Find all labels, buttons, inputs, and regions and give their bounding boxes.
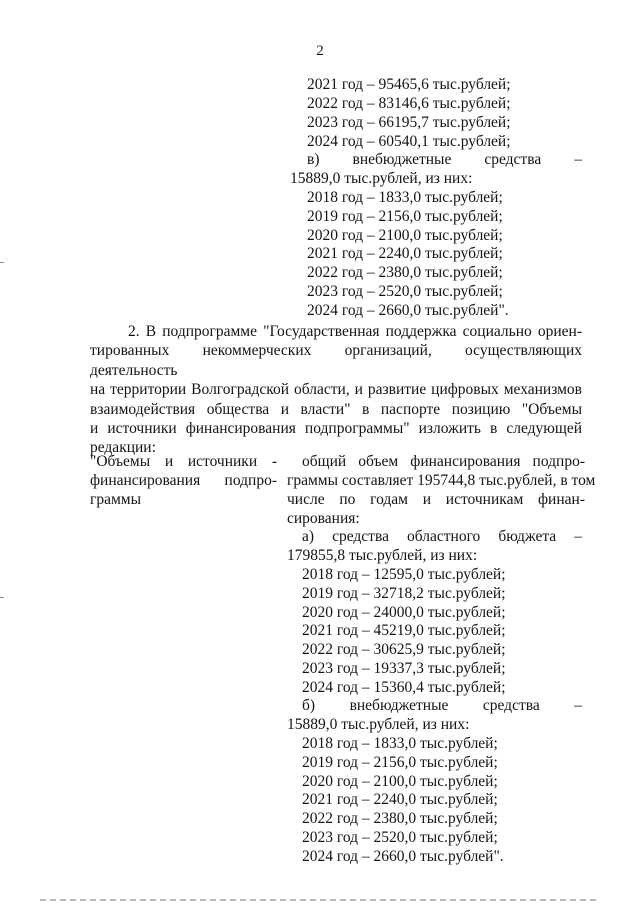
year-line: 2020 год – 24000,0 тыс.рублей;	[302, 604, 506, 621]
passport-label-line: финансирования подпро-	[90, 472, 277, 489]
year-line: 2022 год – 2380,0 тыс.рублей;	[307, 264, 503, 281]
year-line: 2019 год – 2156,0 тыс.рублей;	[307, 208, 503, 225]
page-number: 2	[316, 43, 324, 59]
passport-label-line: граммы	[90, 491, 142, 508]
paragraph-2	[90, 322, 582, 458]
passport-label	[90, 452, 277, 509]
item-v-letter: в)	[307, 151, 320, 168]
item-v-dash: –	[574, 151, 582, 168]
year-line: 2018 год – 1833,0 тыс.рублей;	[302, 735, 498, 752]
paragraph-line: 2. В подпрограмме "Государственная поддержка социально ориен-	[128, 323, 582, 340]
item-b-letter: б)	[302, 697, 316, 714]
year-line: 2024 год – 2660,0 тыс.рублей".	[302, 848, 504, 865]
scan-margin-mark	[0, 262, 4, 263]
scan-margin-mark	[0, 597, 4, 598]
paragraph-line: тированных некоммерческих организаций, осуществляющих деятельность	[90, 342, 582, 379]
item-a-dash: –	[574, 528, 582, 545]
paragraph-line: взаимодействия общества и власти" в паспорте позицию "Объемы	[90, 400, 582, 418]
item-a-word: областного	[407, 528, 481, 545]
year-line: 2018 год – 1833,0 тыс.рублей;	[307, 189, 503, 206]
passport-body-line: сирования:	[287, 510, 360, 527]
year-line: 2023 год – 19337,3 тыс.рублей;	[302, 660, 506, 677]
item-v-continuation: 15889,0 тыс.рублей, из них:	[290, 170, 473, 187]
passport-label-line: "Объемы и источники -	[90, 453, 277, 470]
year-line: 2024 год – 15360,4 тыс.рублей;	[302, 679, 506, 696]
year-line: 2023 год – 2520,0 тыс.рублей;	[302, 829, 498, 846]
year-line: 2019 год – 32718,2 тыс.рублей;	[302, 585, 506, 602]
passport-body-line: общий объем финансирования подпро-	[302, 453, 585, 470]
item-a-continuation: 179855,8 тыс.рублей, из них:	[287, 547, 478, 564]
scan-bottom-edge	[40, 899, 600, 901]
item-b-continuation: 15889,0 тыс.рублей, из них:	[287, 716, 470, 733]
item-v-word: внебюджетные	[352, 151, 452, 168]
year-line: 2022 год – 2380,0 тыс.рублей;	[302, 810, 498, 827]
item-a-letter: а)	[302, 528, 315, 545]
item-b-heading	[302, 697, 582, 715]
year-line: 2023 год – 66195,7 тыс.рублей;	[307, 114, 511, 131]
paragraph-line: редакции:	[90, 439, 156, 457]
year-line: 2022 год – 30625,9 тыс.рублей;	[302, 641, 506, 658]
passport-body-line: граммы составляет 195744,8 тыс.рублей, в том	[287, 472, 596, 489]
paragraph-line: и источники финансирования подпрограммы" изложить в следующей	[90, 420, 582, 438]
passport-body-line: числе по годам и источникам финан-	[287, 491, 585, 508]
year-line: 2021 год – 45219,0 тыс.рублей;	[302, 622, 506, 639]
item-b-dash: –	[574, 697, 582, 714]
year-line: 2019 год – 2156,0 тыс.рублей;	[302, 754, 498, 771]
item-a-word: средства	[332, 528, 389, 545]
year-line: 2021 год – 95465,6 тыс.рублей;	[307, 76, 511, 93]
year-line: 2024 год – 60540,1 тыс.рублей;	[307, 133, 511, 150]
item-b-word: средства	[482, 697, 540, 714]
passport-body	[287, 452, 596, 528]
paragraph-line: на территории Волгоградской области, и развитие цифровых механизмов	[90, 381, 582, 399]
year-line: 2020 год – 2100,0 тыс.рублей;	[302, 773, 498, 790]
year-line: 2018 год – 12595,0 тыс.рублей;	[302, 566, 506, 583]
year-line: 2020 год – 2100,0 тыс.рублей;	[307, 227, 503, 244]
year-line: 2021 год – 2240,0 тыс.рублей;	[307, 245, 503, 262]
item-a-word: бюджета	[498, 528, 557, 545]
item-v-word: средства	[484, 151, 542, 168]
item-v-heading	[307, 151, 582, 169]
year-line: 2022 год – 83146,6 тыс.рублей;	[307, 95, 511, 112]
year-line: 2021 год – 2240,0 тыс.рублей;	[302, 791, 498, 808]
item-a-heading	[302, 528, 582, 546]
year-line: 2024 год – 2660,0 тыс.рублей".	[307, 302, 509, 319]
year-line: 2023 год – 2520,0 тыс.рублей;	[307, 283, 503, 300]
item-b-word: внебюджетные	[349, 697, 449, 714]
